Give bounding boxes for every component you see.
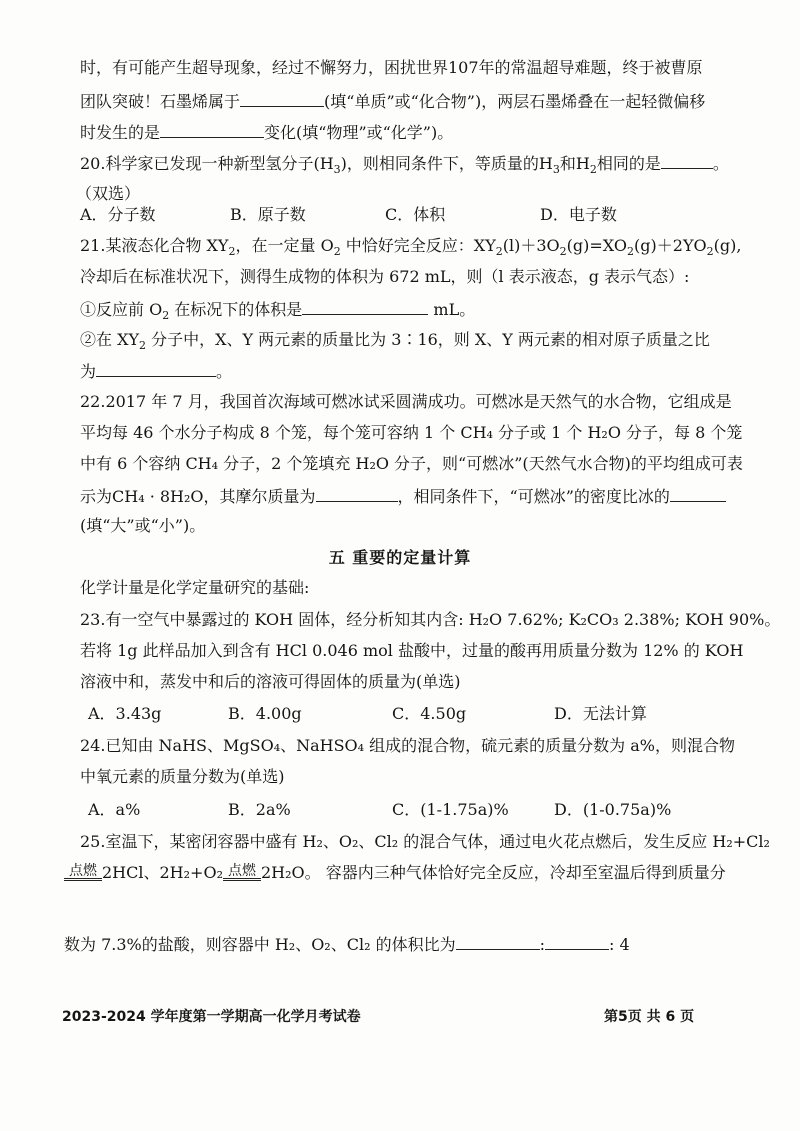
q21-stem-d: (l)＋3O — [502, 236, 560, 255]
section-intro: 化学计量是化学定量研究的基础: — [80, 578, 310, 597]
q21-part-2-a: ②在 XY — [80, 330, 140, 349]
mass-ratio-blank[interactable] — [96, 360, 216, 377]
q21-part-2-d: 。 — [216, 362, 233, 381]
q21-part-1: ①反应前 $O_2$ 在标况下的体积是 mL。 — [80, 300, 476, 323]
q23-option-d[interactable]: D．无法计算 — [554, 704, 647, 723]
q21-line-2: 冷却后在标准状况下，测得生成物的体积为 672 mL，则（l 表示液态，g 表示气态）: — [80, 267, 690, 286]
q23-option-c[interactable]: C．4.50g — [392, 704, 467, 723]
q21-part-2-c: 为 — [80, 362, 97, 381]
q25-eq-1: 2HCl、2H₂+O₂ — [102, 863, 223, 882]
molar-mass-blank[interactable] — [316, 485, 398, 502]
intro-line-3 — [80, 121, 453, 143]
q24-option-a[interactable]: A．a% — [88, 800, 141, 819]
q20-note: （双选） — [76, 184, 141, 203]
ratio-colon-2: : 4 — [608, 935, 630, 954]
q25-eq-2: 2H₂O。 容器内三种气体恰好完全反应，冷却至室温后得到质量分 — [260, 863, 726, 882]
q20-stem-a: 20.科学家已发现一种新型氢分子(H — [80, 154, 334, 173]
q22-line-5: (填“大”或“小”)。 — [80, 516, 206, 535]
q21-part-2-b: 分子中，X、Y 两元素的质量比为 3∶16，则 X、Y 两元素的相对原子质量之比 — [146, 330, 710, 349]
q22-line-3: 中有 6 个容纳 CH₄ 分子，2 个笼填充 H₂O 分子，则“可燃冰”(天然气水合物)的平均组成可表 — [80, 454, 743, 473]
q22-line-1: 22.2017 年 7 月，我国首次海域可燃冰试采圆满成功。可燃冰是天然气的水合物，它组成是 — [80, 392, 732, 411]
q20-stem-e: 。 — [712, 154, 729, 173]
ratio-blank-1[interactable] — [456, 933, 540, 950]
q24-option-d[interactable]: D．(1-0.75a)% — [554, 800, 672, 819]
q22-line-4-a: 示为CH₄ · 8H₂O，其摩尔质量为 — [80, 487, 316, 506]
ratio-colon-1: : — [539, 935, 545, 954]
q24-option-c[interactable]: C．(1-1.75a)% — [392, 800, 509, 819]
graphene-class-blank[interactable] — [240, 90, 324, 107]
q20-option-d[interactable]: D．电子数 — [540, 205, 617, 224]
q20-answer-blank[interactable] — [661, 152, 713, 169]
q21-part-1-b: 在标况下的体积是 — [169, 300, 303, 319]
intro-line-2-start: 团队突破！石墨烯属于 — [80, 92, 241, 111]
q21-stem-c: 中恰好完全反应：XY — [340, 236, 496, 255]
intro-line-3-end: 变化(填“物理”或“化学”)。 — [264, 123, 454, 142]
q23-line-1: 23.有一空气中暴露过的 KOH 固体，经分析知其内含: H₂O 7.62%; K₂CO₃ 2.38%; KOH 90%。 — [80, 610, 781, 629]
q21-stem: 21.某液态化合物 $XY_2$，在一定量 $O_2$ 中恰好完全反应：$XY_2(l)+3O_2(g)=XO_2(g)+2YO_2(g)$, — [80, 236, 742, 259]
intro-line-2-end: (填“单质”或“化合物”)，两层石墨烯叠在一起轻微偏移 — [324, 92, 706, 111]
ignite-label-1: 点燃 — [69, 863, 97, 879]
footer-exam-title: 2023-2024 学年度第一学期高一化学月考试卷 — [62, 1009, 361, 1025]
q21-stem-g: (g), — [713, 236, 742, 255]
q22-line-4 — [80, 485, 726, 507]
q21-part-1-a: ①反应前 O — [80, 300, 163, 319]
q20-stem-d: 相同的是 — [596, 154, 661, 173]
q21-part-1-c: mL。 — [428, 300, 476, 319]
q24-line-1: 24.已知由 NaHS、MgSO₄、NaHSO₄ 组成的混合物，硫元素的质量分数为 a%，则混合物 — [80, 736, 736, 755]
q20-option-a[interactable]: A．分子数 — [80, 205, 156, 224]
q20-stem-b: )，则相同条件下，等质量的H — [340, 154, 553, 173]
q23-option-b[interactable]: B．4.00g — [228, 704, 302, 723]
reaction-condition-1 — [64, 864, 102, 884]
q22-line-2: 平均每 46 个水分子构成 8 个笼，每个笼可容纳 1 个 CH₄ 分子或 1 个 H₂O 分子，每 8 个笼 — [80, 423, 743, 442]
intro-line-2 — [80, 90, 705, 112]
q25-line-3 — [64, 933, 630, 955]
q25-line-1: 25.室温下，某密闭容器中盛有 H₂、O₂、Cl₂ 的混合气体，通过电火花点燃后，发生反应 H₂+Cl₂ — [80, 832, 770, 851]
section-heading: 五 重要的定量计算 — [328, 548, 472, 567]
q21-stem-f: (g)＋2YO — [634, 236, 707, 255]
intro-line-1: 时，有可能产生超导现象，经过不懈努力，困扰世界107年的常温超导难题，终于被曹原 — [80, 58, 703, 77]
q21-stem-a: 21.某液态化合物 XY — [80, 236, 229, 255]
q25-line-2 — [64, 862, 726, 884]
q24-option-b[interactable]: B．2a% — [228, 800, 291, 819]
q25-line-3-a: 数为 7.3%的盐酸，则容器中 H₂、O₂、Cl₂ 的体积比为 — [64, 935, 456, 954]
q23-line-3: 溶液中和，蒸发中和后的溶液可得固体的质量为(单选) — [80, 672, 461, 691]
q21-stem-b: ，在一定量 O — [235, 236, 334, 255]
q23-line-2: 若将 1g 此样品加入到含有 HCl 0.046 mol 盐酸中，过量的酸再用质量分数为 12% 的 KOH — [80, 641, 744, 660]
q24-line-2: 中氧元素的质量分数为(单选) — [80, 767, 285, 786]
q20-stem-c: 和H — [559, 154, 590, 173]
q20-option-c[interactable]: C．体积 — [385, 205, 446, 224]
reaction-condition-2 — [223, 864, 261, 884]
q21-stem-e: (g)=XO — [566, 236, 628, 255]
q20-option-b[interactable]: B．原子数 — [230, 205, 306, 224]
ignite-label-2: 点燃 — [227, 863, 256, 879]
o2-volume-blank[interactable] — [302, 298, 428, 315]
q21-part-2-cont — [80, 360, 232, 382]
q22-line-4-b: ，相同条件下，“可燃冰”的密度比冰的 — [397, 487, 670, 506]
footer-page-number: 第5页 共 6 页 — [604, 1009, 695, 1025]
density-blank[interactable] — [670, 485, 726, 502]
q23-option-a[interactable]: A．3.43g — [88, 704, 162, 723]
ratio-blank-2[interactable] — [545, 933, 609, 950]
change-type-blank[interactable] — [160, 121, 264, 138]
intro-line-3-start: 时发生的是 — [80, 123, 161, 142]
q21-part-2: ②在 $XY_2$ 分子中，X、Y 两元素的质量比为 3∶16，则 X、Y 两元素的相对原子质量之比 — [80, 330, 710, 353]
q20-stem: 20.科学家已发现一种新型氢分子$(H_3)$，则相同条件下，等质量的$H_3$和$H_2$相同的是 。 — [80, 154, 729, 177]
